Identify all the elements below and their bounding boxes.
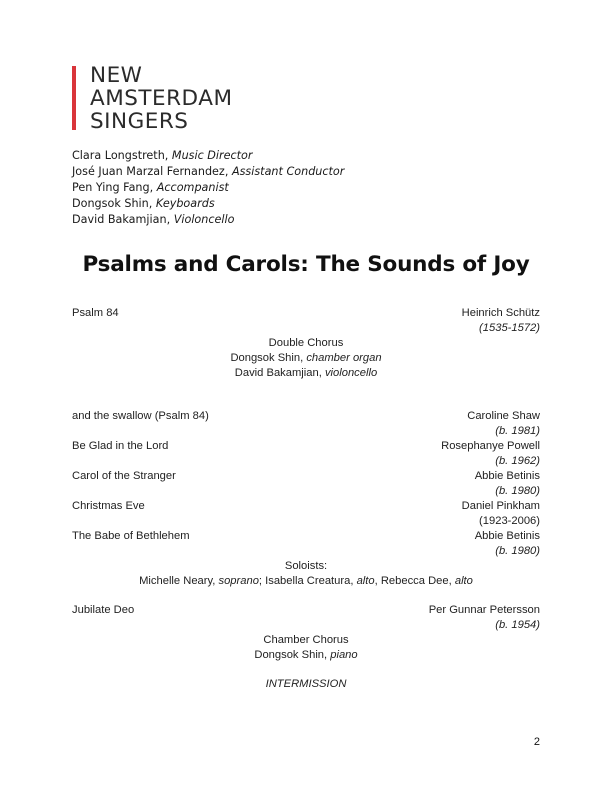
composer-dates-row xyxy=(72,618,540,633)
composer-dates: (1923-2006) xyxy=(479,515,540,527)
staff-list xyxy=(72,148,344,228)
performer-line xyxy=(72,351,540,366)
soloist-name: , Rebecca Dee, xyxy=(374,575,455,587)
logo-line-2: AMSTERDAM xyxy=(90,86,233,111)
ensemble-heading: Chamber Chorus xyxy=(263,634,349,646)
soloists-line xyxy=(72,574,540,589)
performer-instrument: piano xyxy=(330,649,358,661)
work-title: Christmas Eve xyxy=(72,500,145,512)
soloist-voice: alto xyxy=(356,575,375,587)
composer-name: Heinrich Schütz xyxy=(461,307,540,319)
composer-name: Daniel Pinkham xyxy=(461,500,540,512)
program-item-carol-stranger xyxy=(72,469,540,484)
staff-role: Assistant Conductor xyxy=(231,165,345,178)
staff-name: Dongsok Shin xyxy=(72,197,149,210)
performer-instrument: chamber organ xyxy=(306,352,382,364)
performer-line xyxy=(72,648,540,663)
work-title: Jubilate Deo xyxy=(72,604,135,616)
ensemble-heading: Double Chorus xyxy=(268,337,344,349)
composer-dates: (b. 1981) xyxy=(495,425,540,437)
composer-dates: (b. 1980) xyxy=(495,545,540,557)
intermission-label xyxy=(72,677,540,692)
work-title: Carol of the Stranger xyxy=(72,470,176,482)
composer-dates-row xyxy=(72,544,540,559)
staff-row: Dongsok Shin, Keyboards xyxy=(72,197,215,210)
composer-dates-row xyxy=(72,424,540,439)
composer-dates: (b. 1980) xyxy=(495,485,540,497)
program-title: Psalms and Carols: The Sounds of Joy xyxy=(82,252,530,277)
staff-role: Music Director xyxy=(171,149,253,162)
staff-row: David Bakamjian, Violoncello xyxy=(72,213,235,226)
soloist-voice: soprano xyxy=(218,575,259,587)
page-number: 2 xyxy=(533,736,540,748)
work-title: The Babe of Bethlehem xyxy=(72,530,190,542)
program-item-be-glad xyxy=(72,439,540,454)
performer-name: Dongsok Shin, xyxy=(254,649,331,661)
soloist-voice: alto xyxy=(454,575,473,587)
logo-line-1: NEW xyxy=(90,63,143,88)
performer-instrument: violoncello xyxy=(324,367,378,379)
composer-dates: (1535-1572) xyxy=(479,322,540,334)
work-title: Psalm 84 xyxy=(72,307,119,319)
composer-dates-row xyxy=(72,514,540,529)
program-item-christmas-eve xyxy=(72,499,540,514)
composer-dates: (b. 1962) xyxy=(495,455,540,467)
composer-name: Caroline Shaw xyxy=(467,410,540,422)
soloist-name: Michelle Neary, xyxy=(139,575,219,587)
intermission-text: INTERMISSION xyxy=(265,678,347,690)
staff-name: José Juan Marzal Fernandez xyxy=(72,165,225,178)
logo-line-3: SINGERS xyxy=(90,109,189,134)
staff-row: Pen Ying Fang, Accompanist xyxy=(72,181,229,194)
composer-name: Abbie Betinis xyxy=(474,470,540,482)
performer-line xyxy=(72,366,540,381)
soloists-heading: Soloists: xyxy=(284,560,328,572)
performer-name: Dongsok Shin, xyxy=(230,352,307,364)
composer-name: Abbie Betinis xyxy=(474,530,540,542)
staff-name: Pen Ying Fang xyxy=(72,181,150,194)
logo-wordmark xyxy=(90,64,233,133)
composer-dates-row xyxy=(72,321,540,336)
staff-row: José Juan Marzal Fernandez, Assistant Conductor xyxy=(72,165,345,178)
composer-dates-row xyxy=(72,484,540,499)
program-item-jubilate-deo xyxy=(72,603,540,618)
staff-role: Violoncello xyxy=(173,213,235,226)
staff-row: Clara Longstreth, Music Director xyxy=(72,149,253,162)
staff-role: Keyboards xyxy=(155,197,215,210)
soloist-name: ; Isabella Creatura, xyxy=(258,575,357,587)
composer-name: Per Gunnar Petersson xyxy=(428,604,540,616)
work-title: and the swallow (Psalm 84) xyxy=(72,410,209,422)
performer-name: David Bakamjian, xyxy=(234,367,325,379)
staff-name: David Bakamjian xyxy=(72,213,167,226)
program-item-babe-bethlehem xyxy=(72,529,540,544)
program-item-swallow xyxy=(72,409,540,424)
staff-name: Clara Longstreth xyxy=(72,149,165,162)
composer-dates-row xyxy=(72,454,540,469)
composer-name: Rosephanye Powell xyxy=(441,440,540,452)
composer-dates: (b. 1954) xyxy=(495,619,540,631)
program-item-psalm-84 xyxy=(72,306,540,321)
logo-accent-bar xyxy=(72,66,76,130)
staff-role: Accompanist xyxy=(156,181,229,194)
work-title: Be Glad in the Lord xyxy=(72,440,169,452)
